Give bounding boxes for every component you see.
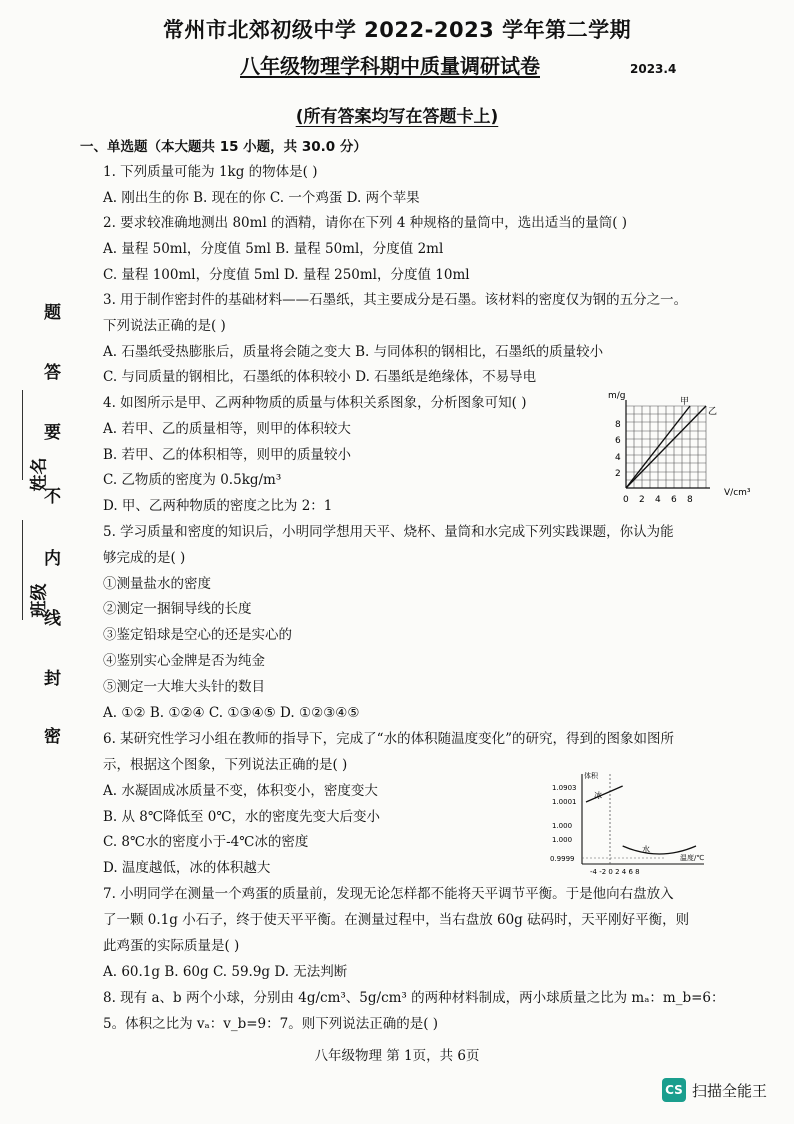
question-line: 了一颗 0.1g 小石子，终于使天平平衡。在测量过程中，当右盘放 60g 砝码时，天平刚好平衡，则 <box>103 912 690 928</box>
question-line: 5. 学习质量和密度的知识后，小明同学想用天平、烧杯、量筒和水完成下列实践课题，你认为能 <box>103 524 674 540</box>
seal-char-2: 封 <box>44 669 61 689</box>
water-curve <box>623 846 696 854</box>
item-line: ⑤测定一大堆大头针的数目 <box>103 679 265 695</box>
option-line: A. 刚出生的你 B. 现在的你 C. 一个鸡蛋 D. 两个苹果 <box>103 190 420 206</box>
question-line: 3. 用于制作密封件的基础材料——石墨纸，其主要成分是石墨。该材料的密度仅为钢的五分之一。 <box>103 292 688 308</box>
item-line: ①测量盐水的密度 <box>103 576 211 592</box>
question-line: 2. 要求较准确地测出 80ml 的酒精，请你在下列 4 种规格的量筒中，选出适当的量筒( ) <box>103 215 628 231</box>
seal-char-5: 不 <box>44 487 61 507</box>
class-blank-line <box>22 520 23 620</box>
option-line: C. 量程 100ml，分度值 5ml D. 量程 250ml，分度值 10ml <box>103 267 470 283</box>
title-line-1: 常州市北郊初级中学 2022-2023 学年第二学期 <box>162 18 632 42</box>
section-heading: 一、单选题（本大题共 15 小题，共 30.0 分） <box>80 139 367 155</box>
question-line: 7. 小明同学在测量一个鸡蛋的质量前，发现无论怎样都不能将天平调节平衡。于是他向右盘放入 <box>103 886 674 902</box>
x-tick: 4 <box>655 495 661 505</box>
ice-curve <box>586 786 623 802</box>
title-line-2: 八年级物理学科期中质量调研试卷 <box>240 54 540 78</box>
ice-label: 冰 <box>594 791 602 800</box>
chart2-xlabel: 温度/℃ <box>680 854 705 862</box>
question-line: 下列说法正确的是( ) <box>103 318 226 334</box>
item-line: ③鉴定铅球是空心的还是实心的 <box>103 627 292 643</box>
x-tick: 0 <box>623 495 629 505</box>
chart2-y-tick: 1.0001 <box>552 798 577 806</box>
exam-date: 2023.4 <box>630 62 677 76</box>
option-line: C. 乙物质的密度为 0.5kg/m³ <box>103 472 282 488</box>
seal-char-7: 答 <box>44 363 61 383</box>
water-label: 水 <box>642 845 650 854</box>
y-tick: 6 <box>615 436 621 446</box>
series-yi-label: 乙 <box>708 407 718 417</box>
option-line: C. 与同质量的钢相比，石墨纸的体积较小 D. 石墨纸是绝缘体，不易导电 <box>103 369 537 385</box>
seal-char-6: 要 <box>44 423 61 443</box>
option-line: A. 量程 50ml，分度值 5ml B. 量程 50ml，分度值 2ml <box>103 241 444 257</box>
option-line: A. ①② B. ①②④ C. ①③④⑤ D. ①②③④⑤ <box>103 705 360 721</box>
seal-char-1: 密 <box>44 727 61 747</box>
seal-char-4: 内 <box>44 549 61 569</box>
chart2-y-tick: 1.000 <box>552 836 573 844</box>
chart2-ylabel: 体积 <box>584 772 598 780</box>
option-line: A. 水凝固成冰质量不变，体积变小，密度变大 <box>103 783 378 799</box>
option-line: D. 甲、乙两种物质的密度之比为 2：1 <box>103 498 333 514</box>
option-line: C. 8℃水的密度小于-4℃冰的密度 <box>103 834 309 850</box>
option-line: B. 从 8℃降低至 0℃，水的密度先变大后变小 <box>103 809 380 825</box>
page-footer: 八年级物理 第 1页，共 6页 <box>314 1048 480 1064</box>
name-blank-line <box>22 390 23 480</box>
option-line: A. 若甲、乙的质量相等，则甲的体积较大 <box>103 421 351 437</box>
chart2-y-tick: 0.9999 <box>550 855 575 863</box>
option-line: B. 若甲、乙的体积相等，则甲的质量较小 <box>103 447 352 463</box>
camscanner-app-name: 扫描全能王 <box>692 1082 768 1100</box>
x-tick: 6 <box>671 495 677 505</box>
class-label: 班级 <box>29 583 50 618</box>
series-jia-label: 甲 <box>680 397 690 407</box>
y-tick: 2 <box>615 469 621 479</box>
question-line: 够完成的是( ) <box>103 550 186 566</box>
question-line: 4. 如图所示是甲、乙两种物质的质量与体积关系图象，分析图象可知( ) <box>103 395 527 411</box>
question-line: 1. 下列质量可能为 1kg 的物体是( ) <box>103 164 318 180</box>
question-line: 示，根据这个图象，下列说法正确的是( ) <box>103 757 348 773</box>
y-tick: 4 <box>615 453 621 463</box>
question-line: 此鸡蛋的实际质量是( ) <box>103 938 240 954</box>
answer-note-text: (所有答案均写在答题卡上) <box>295 107 499 127</box>
seal-char-3: 线 <box>44 609 61 629</box>
item-line: ④鉴别实心金牌是否为纯金 <box>103 653 265 669</box>
chart2-y-tick: 1.0903 <box>552 784 577 792</box>
chart2-y-tick: 1.000 <box>552 822 573 830</box>
question-line: 6. 某研究性学习小组在教师的指导下，完成了“水的体积随温度变化”的研究，得到的图象如图所 <box>103 731 674 747</box>
answer-note <box>0 102 794 127</box>
option-line: A. 石墨纸受热膨胀后，质量将会随之变大 B. 与同体积的钢相比，石墨纸的质量较小 <box>103 344 604 360</box>
chart1-xlabel: V/cm³ <box>724 488 751 498</box>
name-label: 姓名 <box>29 457 50 492</box>
x-tick: 8 <box>687 495 693 505</box>
item-line: ②测定一捆铜导线的长度 <box>103 601 252 617</box>
y-tick: 8 <box>615 420 621 430</box>
x-tick: 2 <box>639 495 645 505</box>
chart2-x-ticks: -4 -2 0 2 4 6 8 <box>590 868 640 876</box>
chart1-ylabel: m/g <box>608 391 626 401</box>
volume-temperature-chart <box>546 768 716 878</box>
question-line: 8. 现有 a、b 两个小球，分别由 4g/cm³、5g/cm³ 的两种材料制成，两小球质量之比为 mₐ：m_b=6： <box>103 990 725 1006</box>
camscanner-logo: CS <box>662 1078 686 1102</box>
option-line: D. 温度越低，冰的体积越大 <box>103 860 271 876</box>
option-line: A. 60.1g B. 60g C. 59.9g D. 无法判断 <box>103 964 348 980</box>
question-line: 5。体积之比为 vₐ：v_b=9：7。则下列说法正确的是( ) <box>103 1016 439 1032</box>
mass-volume-chart <box>606 388 786 512</box>
seal-char-8: 题 <box>44 303 61 323</box>
